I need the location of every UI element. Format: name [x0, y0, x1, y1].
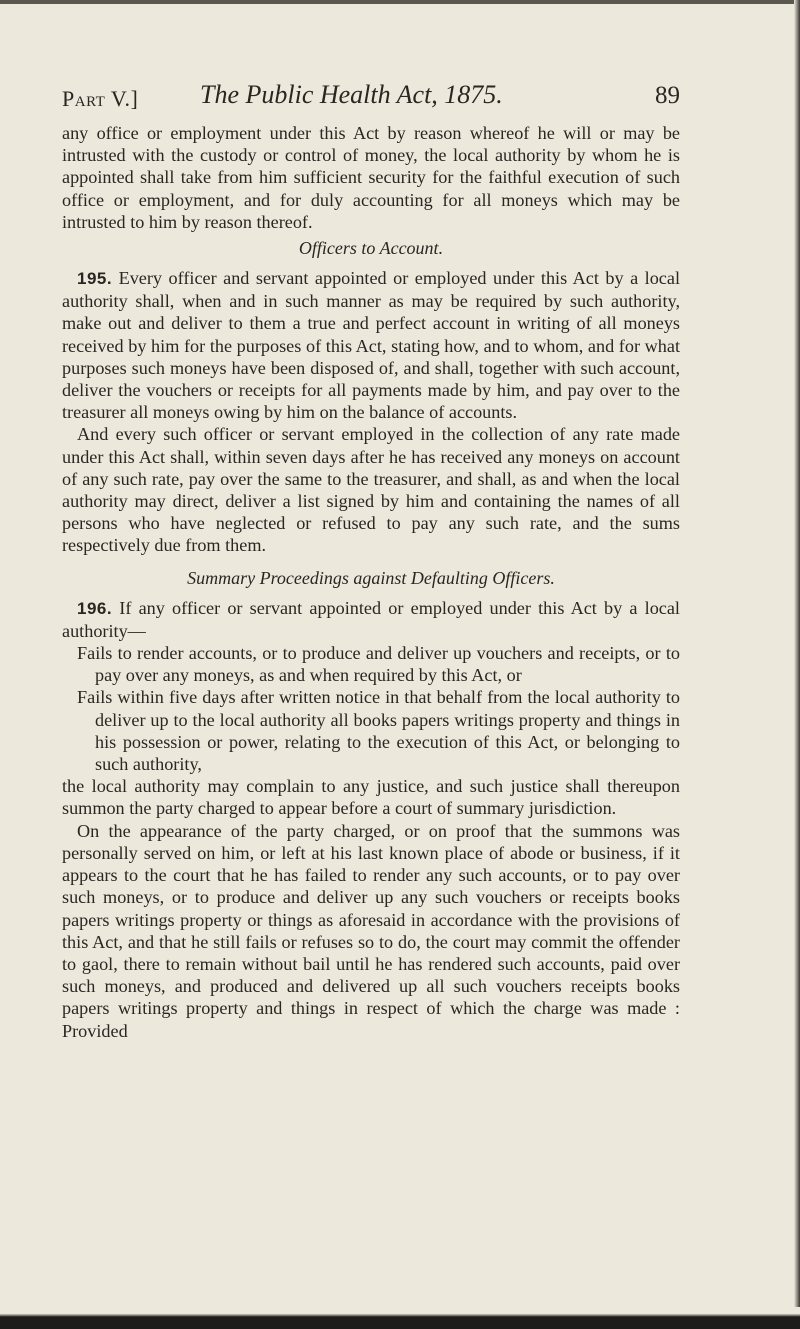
- page: [62, 80, 680, 1042]
- page-number: 89: [655, 82, 680, 109]
- section-number-195: 195.: [77, 269, 113, 289]
- intro-paragraph: any office or employment under this Act by reason whereof he will or may be intrusted with the custody or control of money, the local authority by whom he is appointed shall take from him sufficient security for the faithful execution of such office or employment, and for duly accounting for all moneys which may be intrusted to him by reason thereof.: [62, 123, 680, 232]
- section-heading-summary-proceedings: Summary Proceedings against Defaulting Officers.: [187, 567, 555, 588]
- scan-right-edge: [794, 0, 800, 1329]
- section-heading-officers-to-account: Officers to Account.: [298, 238, 444, 259]
- section-196-continuation: the local authority may complain to any justice, and such justice shall thereupon summon the party charged to appear before a court of summary jurisdiction.: [62, 776, 680, 819]
- part-label: Part V.]: [62, 86, 139, 111]
- section-196-item-2: Fails within five days after written notice in that behalf from the local authority to deliver up to the local authority all books papers writings property and things in his possession or power, relating to the execution of this Act, or belonging to such authority,: [77, 687, 680, 775]
- section-195-paragraph-2: And every such officer or servant employed in the collection of any rate made under this Act shall, within seven days after he has received any moneys on account of any such rate, pay over the same to the treasurer, and shall, as and when the local authority may direct, deliver a list signed by him and containing the names of all persons who have neglected or refused to pay any such rate, and the sums respectively due from them.: [62, 424, 680, 556]
- section-196-paragraph-2: On the appearance of the party charged, or on proof that the summons was personally served on him, or left at his last known place of abode or business, if it appears to the court that he has failed to render any such accounts, or to pay over such moneys, or to produce and deliver up any such vouchers or receipts books papers writings property or things as aforesaid in accordance with the provisions of this Act, and that he still fails or refuses so to do, the court may commit the offender to gaol, there to remain without bail until he has rendered such accounts, paid over such moneys, and produced and delivered up all such vouchers receipts books papers writings property and things in respect of which the charge was made : Provided: [62, 820, 680, 1041]
- section-196-item-1: Fails to render accounts, or to produce and deliver up vouchers and receipts, or to pay over any moneys, as and when required by this Act, or: [77, 643, 680, 686]
- section-195: [62, 267, 680, 423]
- section-195-text: Every officer and servant appointed or employed under this Act by a local authority shall, when and in such manner as may be required by such authority, make out and deliver to them a true and perfect account in writing of all moneys received by him for the purposes of this Act, stating how, and to whom, and for what purposes such moneys have been disposed of, and shall, together with such account, deliver the vouchers or receipts for all payments made by him, and pay over to the treasurer all moneys owing by him on the balance of accounts.: [62, 268, 680, 423]
- scan-bottom-edge: [0, 1307, 800, 1329]
- section-196-text: If any officer or servant appointed or employed under this Act by a local authority—: [62, 597, 680, 641]
- scan-top-edge: [0, 0, 800, 4]
- section-number-196: 196.: [77, 598, 113, 618]
- running-head: [62, 80, 680, 122]
- running-title: The Public Health Act, 1875.: [200, 80, 503, 109]
- section-196: [62, 597, 680, 642]
